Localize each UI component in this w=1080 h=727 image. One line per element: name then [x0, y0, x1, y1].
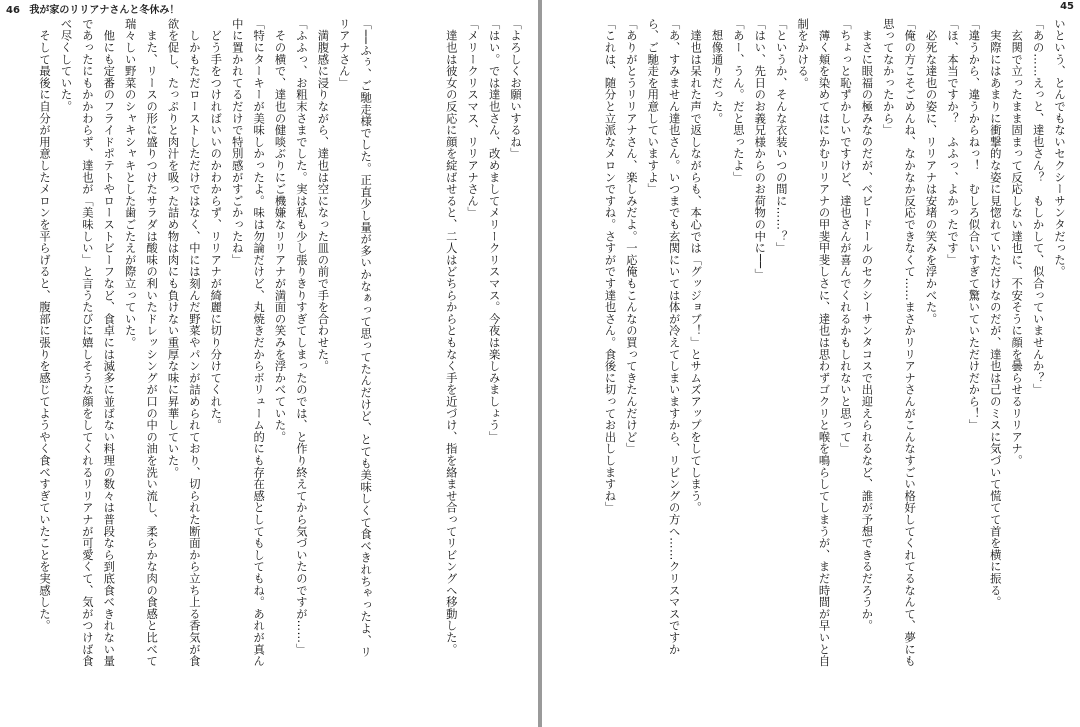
text-line: 「よろしくお願いするね」	[509, 18, 522, 160]
text-line: どう手をつければいいのかわからず、リリアナが綺麗に切り分けてくれた。	[209, 18, 223, 431]
text-line: 思ってなかったから」	[881, 18, 895, 136]
text-line: 「俺の方こそごめんね、なかなか反応できなくて……まさかリリアナさんがこんなすごい格好してくれてるなんて、夢にも	[903, 18, 917, 667]
right-page-header	[1060, 1, 1074, 12]
text-line: また、リースの形に盛りつけたサラダは酸味の利いたドレッシングが口の中の油を洗い流し、柔らかな肉の食感と比べて	[145, 18, 159, 667]
right-page-body	[599, 18, 1070, 718]
text-line	[398, 18, 419, 718]
text-line: 他にも定番のフライドポテトやローストビーフなど、食卓には滅多に並ばない料理の数々は普段なら到底食べきれない量	[102, 18, 116, 667]
right-page	[542, 0, 1080, 727]
text-line: 「あの……えっと、達也さん？ もしかして、似合っていませんか？」	[1031, 18, 1045, 396]
text-line: 達也は呆れた声で返しながらも、本心では「グッジョブ！」とサムズアップをしてしまう。	[689, 18, 703, 514]
text-line	[376, 18, 397, 718]
text-line: 想像通りだった。	[710, 18, 724, 125]
text-line: 「違うから、違うからねっ！ むしろ似合いすぎて驚いていただけだから！」	[967, 18, 981, 431]
left-page-number: 46	[6, 5, 20, 16]
text-line: 必死な達也の姿に、リリアナは安堵の笑みを浮かべた。	[924, 18, 938, 325]
text-line: いという、とんでもないセクシーサンタだった。	[1053, 18, 1066, 278]
running-title: 我が家のリリアナさんと冬休み！	[29, 5, 180, 16]
text-line: 「はい。では達也さん、改めましてメリークリスマス。今夜は楽しみましょう」	[487, 18, 501, 443]
text-line: 「ちょっと恥ずかしいですけど、達也さんが喜んでくれるかもしれないと思って」	[838, 18, 852, 455]
left-page-header	[6, 1, 179, 16]
left-page	[0, 0, 538, 727]
text-line: 満腹感に浸りながら、達也は空になった皿の前で手を合わせた。	[316, 18, 330, 372]
text-line: 「これは、随分と立派なメロンですね。さすがです達也さん。食後に切ってお出ししますね」	[603, 18, 617, 514]
text-line: 玄関で立ったまま固まって反応しない達也に、不安そうに顔を曇らせるリリアナ。	[1010, 18, 1024, 467]
left-page-body	[34, 18, 526, 718]
text-line: 「というか、そんな衣装いつの間に……？」	[774, 18, 788, 254]
text-line: 制をかける。	[796, 18, 810, 89]
text-line: 「あー、うん。だと思ったよ」	[731, 18, 745, 184]
text-line: 欲を促し、たっぷりと肉汁を吸った詰め物は肉にも負けない重厚な味に昇華していた。	[166, 18, 180, 479]
text-line: しかもただローストしただけではなく、中には刻んだ野菜やパンが詰められており、切られた断面から立ち上る香気が食	[187, 18, 201, 667]
text-line: 「ふふっ、お粗末さまでした。実は私も少し張りきりすぎてしまったのでは、と作り終えてから気づいたのですが……」	[294, 18, 308, 656]
right-page-number: 45	[1060, 1, 1074, 12]
text-line: ら、ご馳走を用意していますよ」	[646, 18, 660, 195]
text-line: 「特にターキーが美味しかったよ。味は勿論だけど、丸焼きだからボリューム的にも存在感としてもしてもね。あれが真ん	[252, 18, 266, 667]
text-line: べ尽くしていた。	[59, 18, 73, 113]
text-line	[419, 18, 440, 718]
text-line: 実際にはあまりに衝撃的な姿に見惚れていただけなのだが、達也は己のミスに気づいて慌てて首を横に振る。	[988, 18, 1002, 608]
text-line: 「メリークリスマス、リリアナさん」	[466, 18, 480, 219]
text-line: そして最後に自分が用意したメロンを平らげると、腹部に張りを感じてようやく食べすぎていたことを実感した。	[38, 18, 52, 632]
text-line: 「ありがとうリリアナさん、楽しみだよ。一応俺もこんなの買ってきたんだけど」	[624, 18, 638, 455]
text-line: 「あ、すみません達也さん。いつまでも玄関にいては体が冷えてしまいますから、リビングの方へ……クリスマスですか	[667, 18, 681, 656]
text-line: リアナさん」	[337, 18, 351, 89]
text-line: 中に置かれてるだけで特別感がすごかったね」	[230, 18, 244, 266]
text-line: 「ほ、本当ですか？ ふふっ、よかったです」	[945, 18, 959, 266]
text-line: であったにもかかわらず、達也が「美味しい」と言うたびに嬉しそうな顔をしてくれるリリアナが可愛くて、気がつけば食	[80, 18, 94, 667]
text-line: 達也は彼女の反応に顔を綻ばせると、二人はどちらからともなく手を近づけ、指を絡ませ合ってリビングへ移動した。	[444, 18, 458, 656]
text-line: 薄く頬を染めてはにかむリリアナの甲斐甲斐しさに、達也は思わずゴクリと喉を鳴らしてしまうが、まだ時間が早いと自	[817, 18, 831, 667]
text-line: 瑞々しい野菜のシャキシャキとした歯ごたえが際立っていた。	[123, 18, 137, 349]
text-line: 「はい、先日のお義兄様からのお荷物の中に──」	[753, 18, 767, 281]
text-line: その横で、達也の健啖ぶりにご機嫌なリリアナが満面の笑みを浮かべていた。	[273, 18, 287, 443]
text-line: 「──ふぅ、ご馳走様でした。正直少し量が多いかなぁって思ってたんだけど、とても美味しくて食べきれちゃったよ、リ	[359, 18, 373, 659]
text-line: まさに眼福の極みなのだが、ベビードールのセクシーサンタコスで出迎えられるなど、誰が予想できるだろうか。	[860, 18, 874, 632]
